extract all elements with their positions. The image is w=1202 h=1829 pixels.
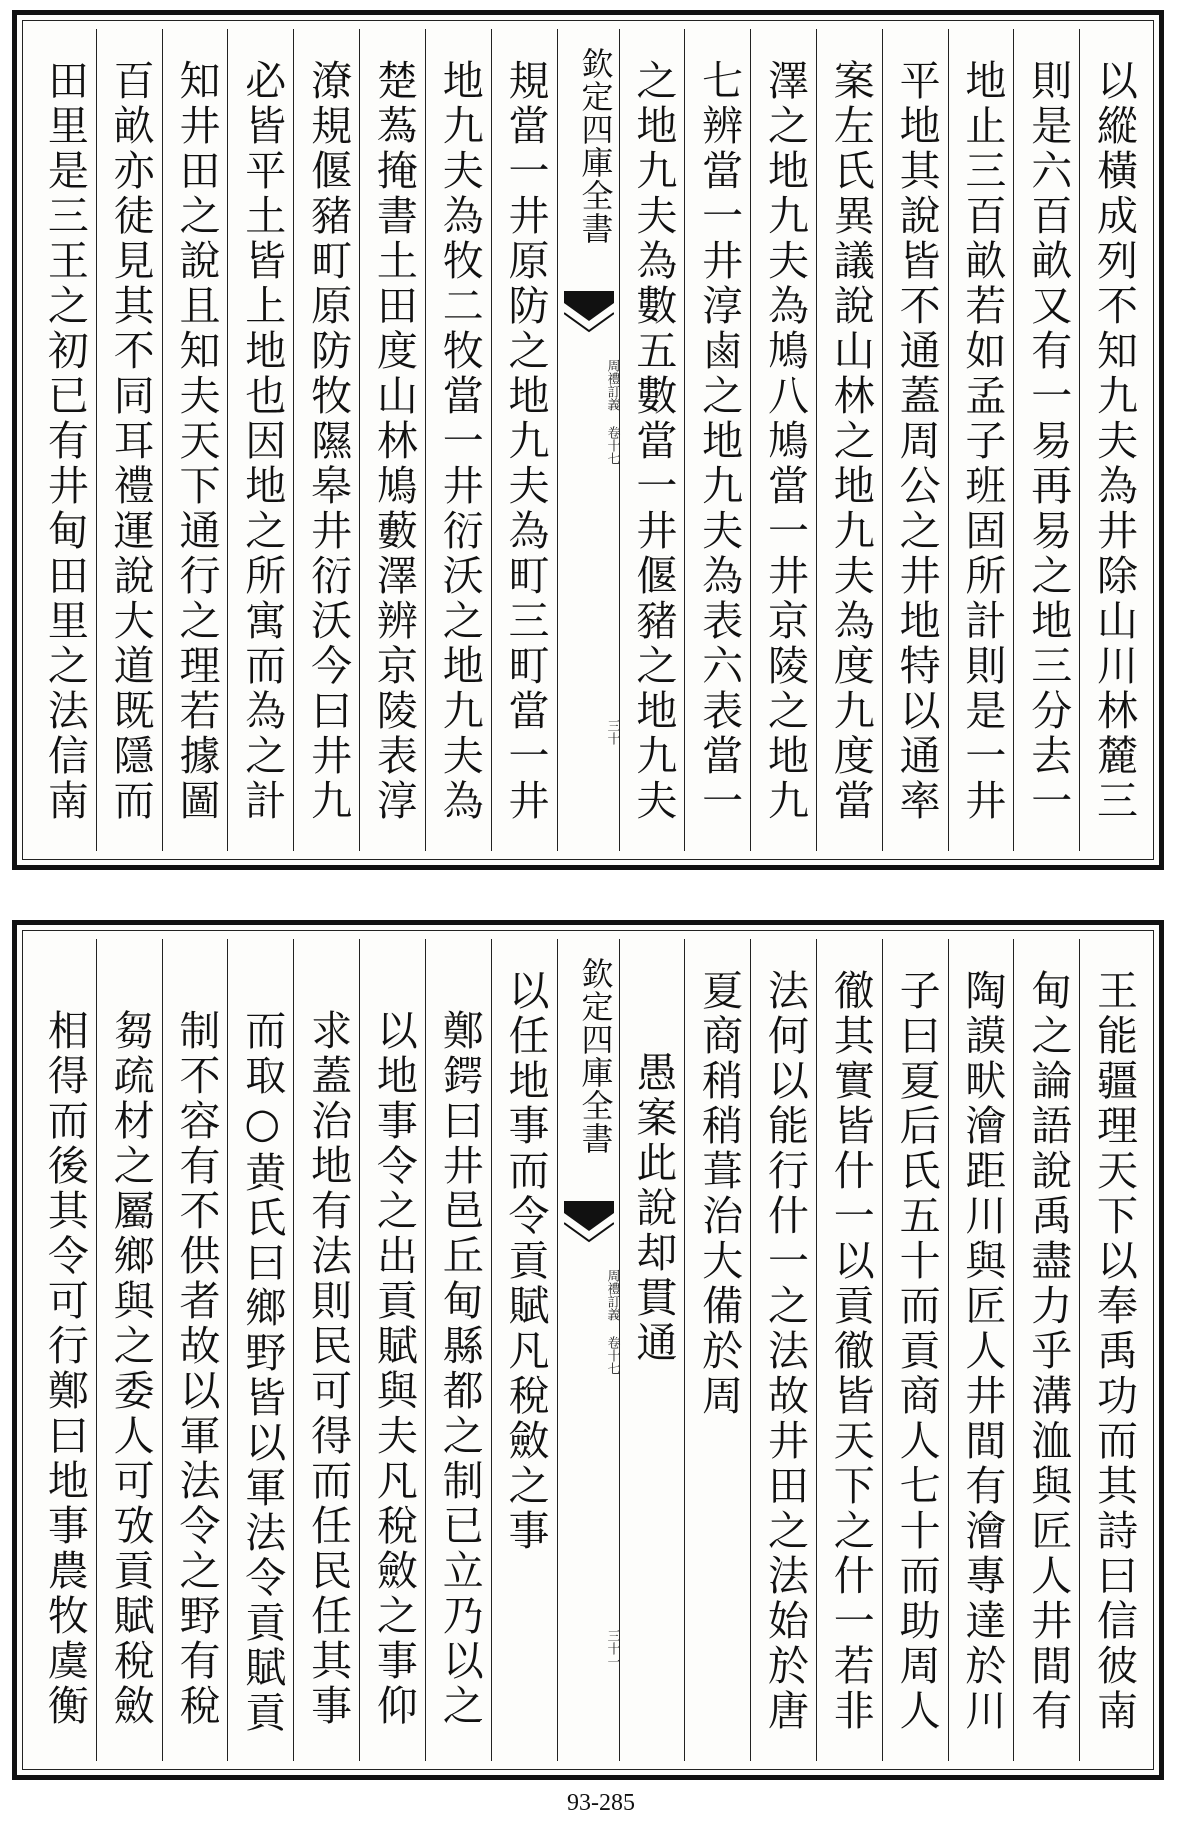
fishtail-mark-icon [564,1201,614,1245]
lower-page-columns [31,939,1145,1761]
text-column: 以任地事而令貢賦凡稅斂之事 [491,939,557,1761]
text-column: 之地九夫為數五數當一井偃豬之地九夫 [619,29,685,851]
text-column: 王能疆理天下以奉禹功而其詩曰信彼南 [1079,939,1145,1761]
text-column: 子曰夏后氏五十而貢商人七十而助周人 [882,939,948,1761]
text-column: 芻疏材之屬鄉與之委人可攷貢賦稅斂 [96,939,162,1761]
text-column: 法何以能行什一之法故井田之法始於唐 [750,939,816,1761]
lower-page [12,920,1164,1780]
text-column: 以地事令之出貢賦與夫凡稅斂之事仰 [359,939,425,1761]
text-column: 楚蒍掩書土田度山林鳩藪澤辨京陵表淳 [359,29,425,851]
text-column: 徹其實皆什一以貢徹皆天下之什一若非 [816,939,882,1761]
text-column: 陶謨畎澮距川與匠人井間有澮專達於川 [948,939,1014,1761]
text-column: 規當一井原防之地九夫為町三町當一井 [491,29,557,851]
text-column: 地九夫為牧二牧當一井衍沃之地九夫為 [425,29,491,851]
text-column: 則是六百畝又有一易再易之地三分去一 [1013,29,1079,851]
text-column: 潦規偃豬町原防牧隰皋井衍沃今曰井九 [293,29,359,851]
text-column: 知井田之說且知夫天下通行之理若據圖 [162,29,228,851]
folio-number: 三十一 [604,1629,620,1668]
center-fold [557,939,619,1761]
fishtail-mark-icon [564,291,614,335]
center-fold [557,29,619,851]
text-column: 夏商稍稍葺治大備於周 [684,939,750,1761]
text-column: 七辨當一井淳鹵之地九夫為表六表當一 [684,29,750,851]
text-column: 百畝亦徒見其不同耳禮運說大道既隱而 [96,29,162,851]
text-column: 案左氏異議說山林之地九夫為度九度當 [816,29,882,851]
volume-label: 周禮訂義 卷十七 [604,359,620,465]
text-column: 相得而後其令可行鄭曰地事農牧虞衡 [40,1009,89,1729]
text-column: 澤之地九夫為鳩八鳩當一井京陵之地九 [750,29,816,851]
folio-number: 三十 [604,719,620,745]
text-column: 以縱橫成列不知九夫為井除山川林麓三 [1079,29,1145,851]
book-title: 欽定四庫全書 [576,47,615,245]
text-column: 而取○黄氏曰鄉野皆以軍法令貢賦貢 [227,939,293,1761]
text-column: 地止三百畝若如孟子班固所計則是一井 [948,29,1014,851]
text-column: 制不容有不供者故以軍法令之野有稅 [162,939,228,1761]
text-column: 必皆平土皆上地也因地之所寓而為之計 [227,29,293,851]
upper-page [12,10,1164,870]
commentary-column: 愚案此說却貫通 [619,939,685,1761]
volume-label: 周禮訂義 卷十七 [604,1269,620,1375]
book-title: 欽定四庫全書 [576,957,615,1155]
text-column: 鄭鍔曰井邑丘甸縣都之制已立乃以之 [425,939,491,1761]
page-number: 93-285 [567,1790,635,1816]
text-column: 求蓋治地有法則民可得而任民任其事 [293,939,359,1761]
text-column: 平地其說皆不通蓋周公之井地特以通率 [882,29,948,851]
text-column: 甸之論語說禹盡力乎溝洫與匠人井間有 [1013,939,1079,1761]
text-column: 田里是三王之初已有井甸田里之法信南 [40,59,89,824]
upper-page-columns [31,29,1145,851]
